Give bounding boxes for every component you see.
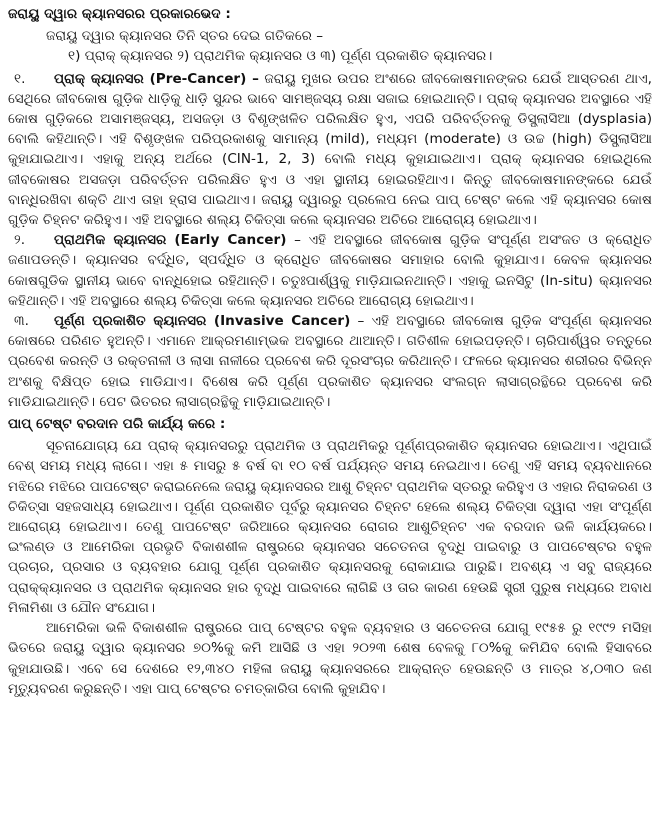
section-number: ୨.: [14, 232, 26, 249]
section-term: ପ୍ରାଥମିକ କ୍ୟାନସର (Early Cancer): [54, 232, 287, 249]
pap-paragraph-2: ଆମେରିକା ଭଳି ବିକାଶଶୀଳ ରାଷ୍ଟ୍ରରେ ପାପ୍ ଟେଷ୍ଟର ବହୁଳ ବ୍ୟବହାର ଓ ସଚେତନତା ଯୋଗୁ ୧୯୫୫ ରୁ ୧୯୯୨ ମସିହା ଭିତରେ ଜରାୟୁ ଦ୍ୱାର କ୍ୟାନସର ୭୦%କୁ କମି ଆସିଛି ଓ ଏହା ୨୦୨୩ ଶେଷ ବେଳକୁ ୮୦%କୁ କମିଯିବ ବୋଲି ହିସାବରେ କୁହାଯାଉଛି। ଏବେ ସେ ଦେଶରେ ୧୨,୩୪୦ ମହିଳା ଜରାୟୁ କ୍ୟାନସରରେ ଆକ୍ରାନ୍ତ ହେଉଛନ୍ତି ଓ ମାତ୍ର ୪,୦୩୦ ଜଣ ମୃତ୍ୟୁବରଣ କରୁଛନ୍ତି। ଏହା ପାପ୍ ଟେଷ୍ଟର ଚମତ୍କାରିତା ବୋଲି କୁହାଯିବ।: [8, 620, 652, 697]
section-text: ଜରାୟୁ ମୁଖର ଉପର ଅଂଶରେ ଜୀବକୋଷମାନଙ୍କର ଯେଉଁ ଆସ୍ତରଣ ଥାଏ, ସେଥିରେ ଜୀବକୋଷ ଗୁଡ଼ିକ ଧାଡ଼ିକୁ ଧାଡ଼ି ସୁନ୍ଦର ଭାବେ ସାମଞ୍ଜସ୍ୟ ରକ୍ଷା ସଜାଇ ହୋଇଥାନ୍ତି। ପ୍ରାକ୍ କ୍ୟାନସର ଅବସ୍ଥାରେ ଏହି କୋଷ ଗୁଡ଼ିକରେ ଅସାମଞ୍ଜସ୍ୟ, ଅସଜଡ଼ା ଓ ବିଶୃଙ୍ଖଳିତ ପରିଲକ୍ଷିତ ହୁଏ, ଏପରି ପରିବର୍ତ୍ତନକୁ ଡିସ୍ପ୍ଲାସିଆ (dysplasia) ବୋଲି କହିଥାନ୍ତି। ଏହି ବିଶୃଙ୍ଖଳ ପରିପ୍ରକାଶକୁ ସାମାନ୍ୟ (mild), ମଧ୍ୟମ (moderate) ଓ ଉଚ୍ଚ (high) ଡିସ୍ପ୍ଲାସିଆ କୁହାଯାଇଥାଏ। ଏହାକୁ ଅନ୍ୟ ଅର୍ଥରେ (CIN-1, 2, 3) ବୋଲି ମଧ୍ୟ କୁହାଯାଇଥାଏ। ପ୍ରାକ୍ କ୍ୟାନସର ହୋଇଥିଲେ ଜୀବକୋଷର ଅସଜଡ଼ା ପରିବର୍ତ୍ତନ ପରିଲକ୍ଷିତ ହୁଏ ଓ ଏହା ସ୍ଥାନୀୟ ହୋଇରହିଥାଏ। କିନ୍ତୁ ଜୀବକୋଷମାନଙ୍କରେ ଯେଉଁ ବାନ୍ଧିରଖିବା ଶକ୍ତି ଥାଏ ତାହା ହ୍ରାସ ପାଇଥାଏ। ଜରାୟୁ ଦ୍ୱାରରୁ ପ୍ରଲେପ ନେଇ ପାପ୍ ଟେଷ୍ଟ କଲେ ଏହି କ୍ୟାନସର କୋଷ ଗୁଡ଼ିକ ଚିହ୍ନଟ କରିହୁଏ। ଏହି ଅବସ୍ଥାରେ ଶଲ୍ୟ ଚିକିତ୍ସା କଲେ କ୍ୟାନସର ଅଚିରେ ଆରୋଗ୍ୟ ହୋଇଥାଏ।: [8, 70, 653, 229]
pap-paragraph-1: ସୂଚନାଯୋଗ୍ୟ ଯେ ପ୍ରାକ୍ କ୍ୟାନସରରୁ ପ୍ରାଥମିକ ଓ ପ୍ରାଥମିକରୁ ପୂର୍ଣ୍ଣପ୍ରକାଶିତ କ୍ୟାନସର ହୋଇଥାଏ। ଏଥିପାଇଁ ବେଶ୍ ସମୟ ମଧ୍ୟ ଲାଗେ। ଏହା ୫ ମାସରୁ ୫ ବର୍ଷ ବା ୧୦ ବର୍ଷ ପର୍ଯ୍ୟନ୍ତ ସମୟ ନେଇଥାଏ। ତେଣୁ ଏହି ସମୟ ବ୍ୟବଧାନରେ ମଝିରେ ମଝିରେ ପାପଟେଷ୍ଟ କରାଇନେଲେ ଜରାୟୁ କ୍ୟାନସରର ଆଶୁ ଚିହ୍ନଟ ପ୍ରାଥମିକ ସ୍ତରରୁ କରିହୁଏ ଓ ଏହାର ନିରାକରଣ ଓ ଚିକିତ୍ସା ସହଜସାଧ୍ୟ ହୋଇଥାଏ। ପୂର୍ଣ୍ଣ ପ୍ରକାଶିତ ପୂର୍ବରୁ କ୍ୟାନସର ଚିହ୍ନଟ ହେଲେ ଶଲ୍ୟ ଚିକିତ୍ସା ଦ୍ୱାରା ଏହା ସଂପୂର୍ଣ୍ଣ ଆରୋଗ୍ୟ ହୋଇଥାଏ। ତେଣୁ ପାପଟେଷ୍ଟ ଜରିଆରେ କ୍ୟାନସର ରୋଗର ଆଶୁଚିହ୍ନଟ ଏକ ବରଦାନ ଭଳି କାର୍ଯ୍ୟକରେ। ଇଂଲଣ୍ଡ ଓ ଆମେରିକା ପ୍ରଭୃତି ବିକାଶଶୀଳ ରାଷ୍ଟ୍ରରେ କ୍ୟାନସର ସଚେତନତା ବୃଦ୍ଧି ପାଇବାରୁ ଓ ପାପଟେଷ୍ଟର ବହୁଳ ପ୍ରଚାର, ପ୍ରସାର ଓ ବ୍ୟବହାର ଯୋଗୁ ପୂର୍ଣ୍ଣ ପ୍ରକାଶିତ କ୍ୟାନସରକୁ ରୋକାଯାଇ ପାରୁଛି। ଅବଶ୍ୟ ଏ ସବୁ ରାଜ୍ୟରେ ପ୍ରାକ୍କ୍ୟାନସର ଓ ପ୍ରାଥମିକ କ୍ୟାନସର ହାର ବୃଦ୍ଧି ପାଇବାରେ ଲାଗିଛି ଓ ତାର କାରଣ ହେଉଛି ସ୍ତ୍ରୀ ପୁରୁଷ ମଧ୍ୟରେ ଅବାଧ ମିଳାମିଶା ଓ ଯୌନ ସଂଯୋଗ।: [8, 438, 652, 616]
section-number: ୧.: [14, 70, 26, 87]
intro-line: ଜରାୟୁ ଦ୍ୱାର କ୍ୟାନସର ତିନି ସ୍ତର ଦେଇ ଗତିକରେ –: [46, 28, 324, 45]
document-heading: ଜରାୟୁ ଦ୍ୱାର କ୍ୟାନସରର ପ୍ରକାରଭେଦ :: [8, 6, 231, 22]
section-early-cancer: [8, 230, 652, 311]
section-text: – ଏହି ଅବସ୍ଥାରେ ଜୀବକୋଷ ଗୁଡ଼ିକ ସଂପୂର୍ଣ୍ଣ ଅସଂଜତ ଓ କ୍ରୋଧିତ ଜଣାପଡନ୍ତି। କ୍ୟାନସର ବର୍ଦ୍ଧିତ, ସ୍ପର୍ଦ୍ଧିତ ଓ କ୍ରୋଧିତ ଜୀବକୋଷର ସମାହାର ବୋଲି କୁହାଯାଏ। କେବଳ କ୍ୟାନସର କୋଷଗୁଡିକ ସ୍ଥାନୀୟ ଭାବେ ବାନ୍ଧିହୋଇ ରହିଥାନ୍ତି। ଚତୁଃପାର୍ଶ୍ୱକୁ ମାଡ଼ିଯାଇନଥାନ୍ତି। ଏହାକୁ ଇନସିଟୁ (In-situ) କ୍ୟାନସର କହିଥାନ୍ତି। ଏହି ଅବସ୍ଥାରେ ଶଲ୍ୟ ଚିକିତ୍ସା କଲେ କ୍ୟାନସର ଅଚିରେ ଆରୋଗ୍ୟ ହୋଇଥାଏ।: [8, 232, 652, 309]
section-number: ୩.: [14, 313, 30, 330]
section-text: – ଏହି ଅବସ୍ଥାରେ ଜୀବକୋଷ ଗୁଡ଼ିକ ସଂପୂର୍ଣ୍ଣ କ୍ୟାନସର କୋଷରେ ପରିଣତ ହୁଅନ୍ତି। ଏମାନେ ଆକ୍ରମଣାମ୍ଭକ ଅବସ୍ଥାରେ ଥାଆନ୍ତି। ଗତିଶୀଳ ହୋଇପଡ଼ନ୍ତି। ଚାରିପାର୍ଶ୍ୱର ତନ୍ତୁରେ ପ୍ରବେଶ କରନ୍ତି ଓ ରକ୍ତନାଳୀ ଓ ଲାସା ନାଳୀରେ ପ୍ରବେଶ କରି ଦୂରସଂଚାର କରିଥାନ୍ତି। ଫଳରେ କ୍ୟାନସର ଶରୀରର ବିଭିନ୍ନ ଅଂଶକୁ ବିକ୍ଷିପ୍ତ ହୋଇ ମାଡିଯାଏ। ବିଶେଷ କରି ପୂର୍ଣ୍ଣ ପ୍ରକାଶିତ କ୍ୟାନସର ସଂଲଗ୍ନ ଲାସାଗ୍ରନ୍ଥିରେ ପ୍ରବେଶ କରି ମାଡିଯାଇଥାନ୍ତି। ପେଟ ଭିତରର ଲାସାଗ୍ରନ୍ଥିକୁ ମାଡ଼ିଯାଇଥାନ୍ତି।: [8, 313, 652, 410]
section-term: ପ୍ରାକ୍ କ୍ୟାନସର (Pre-Cancer) –: [54, 70, 259, 87]
section-invasive-cancer: [8, 311, 652, 412]
section-pre-cancer: [8, 69, 652, 231]
stages-line: ୧) ପ୍ରାକ୍ କ୍ୟାନସର ୨) ପ୍ରାଥମିକ କ୍ୟାନସର ଓ ୩) ପୂର୍ଣ୍ଣ ପ୍ରକାଶିତ କ୍ୟାନସର।: [68, 48, 493, 65]
pap-heading: ପାପ୍ ଟେଷ୍ଟ ବରଦାନ ପରି କାର୍ଯ୍ୟ କରେ :: [8, 416, 226, 433]
section-term: ପୂର୍ଣ୍ଣ ପ୍ରକାଶିତ କ୍ୟାନସର (Invasive Cancer): [54, 313, 351, 330]
